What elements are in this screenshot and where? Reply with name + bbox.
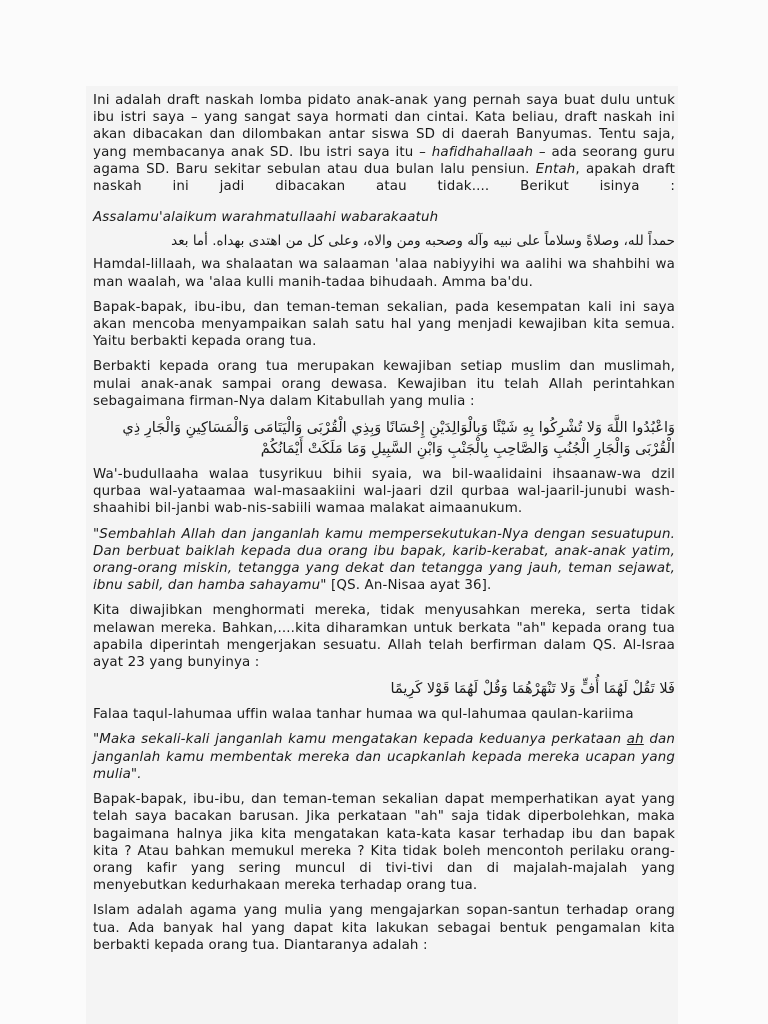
intro-text-2: – ada seorang guru agama SD. Baru sekitar sebulan atau dua bulan lalu pensiun. [93, 144, 675, 177]
para-islam: Islam adalah agama yang mulia yang mengajarkan sopan-santun terhadap orang tua. Ada banyak hal yang dapat kita lakukan sebagai bentuk pengamalan kita berbakti kepada orang tua. Diantaranya adalah : [93, 903, 675, 953]
greeting: Assalamu'alaikum warahmatullaahi wabarakaatuh [93, 210, 439, 226]
document-page [86, 86, 678, 1024]
document-content [86, 86, 675, 954]
intro-paragraph [93, 92, 675, 195]
intro-text: Ini adalah draft naskah lomba pidato anak-anak yang pernah saya buat dulu untuk ibu istri saya – yang sangat saya hormati dan cintai. Kata beliau, draft naskah ini akan dibacakan dan dilombakan antar siswa SD di daerah Banyumas. Tentu saja, yang membacanya anak SD. Ibu istri saya itu – [93, 93, 675, 160]
verse1-translation: "Sembahlah Allah dan janganlah kamu mempersekutukan-Nya dengan sesuatupun. Dan berbuat baiklah kepada dua orang ibu bapak, karib-kerabat, anak-anak yatim, orang-orang miskin, tetangga yang dekat dan tetangga yang jauh, teman sejawat, ibnu sabil, dan hamba sahayamu" [93, 526, 675, 594]
intro-entah: Entah [535, 161, 576, 177]
para-intro: Bapak-bapak, ibu-ibu, dan teman-teman sekalian, pada kesempatan kali ini saya akan mencoba menyampaikan salah satu hal yang menjadi kewajiban kita semua. Yaitu berbakti kepada orang tua. [93, 299, 675, 350]
opening-arabic: حمداً لله، وصلاةً وسلاماً على نبيه وآله وصحبه ومن والاه، وعلى كل من اهتدى بهداه. أما بعد [171, 233, 675, 250]
verse1-reference: [QS. An-Nisaa ayat 36]. [326, 578, 492, 594]
intro-text-3: , apakah draft naskah ini jadi dibacakan atau tidak.... Berikut isinya : [93, 161, 675, 195]
para-attention: Bapak-bapak, ibu-ibu, dan teman-teman sekalian dapat memperhatikan ayat yang telah saya bacakan barusan. Jika perkataan "ah" saja tidak diperbolehkan, maka bagaimana halnya jika kita mengatakan kata-kata kasar terhadap ibu dan bapak kita ? Atau bahkan memukul mereka ? Kita tidak boleh mencontoh perilaku orang-orang kafir yang sering muncul di tivi-tivi dan di majalah-majalah yang menyebutkan kedurhakaan mereka terhadap orang tua. [93, 792, 675, 894]
verse2-translation-ah: ah [626, 732, 644, 748]
verse2-translation-text-2: dan janganlah kamu membentak mereka dan ucapkanlah kepada mereka ucapan yang mulia". [93, 732, 675, 782]
verse2-translation [93, 731, 675, 783]
verse1-arabic: وَاعْبُدُوا اللَّهَ وَلا تُشْرِكُوا بِهِ شَيْئًا وَبِالْوَالِدَيْنِ إِحْسَانًا وَبِذِي الْقُرْبَى وَالْيَتَامَى وَالْمَسَاكِينِ وَالْجَارِ ذِي الْقُرْبَى وَالْجَارِ الْجُنُبِ وَالصَّاحِبِ بِالْجَنْبِ وَابْنِ السَّبِيلِ وَمَا مَلَكَتْ أَيْمَانُكُمْ [122, 420, 675, 458]
intro-hafidhah: hafidhahallaah [431, 144, 534, 160]
verse2-arabic: فَلا تَقُلْ لَهُمَا أُفٍّ وَلا تَنْهَرْهُمَا وَقُلْ لَهُمَا قَوْلا كَرِيمًا [390, 681, 675, 698]
para-respect: Kita diwajibkan menghormati mereka, tidak menyusahkan mereka, serta tidak melawan mereka. Bahkan,....kita diharamkan untuk berkata "ah" kepada orang tua apabila diperintah mengerjakan sesuatu. Allah telah berfirman dalam QS. Al-Israa ayat 23 yang bunyinya : [93, 603, 675, 671]
verse2-translit: Falaa taqul-lahumaa uffin walaa tanhar humaa wa qul-lahumaa qaulan-kariima [93, 707, 634, 723]
opening-translit: Hamdal-lillaah, wa shalaatan wa salaaman 'alaa nabiyyihi wa aalihi wa shahbihi wa man waalah, wa 'alaa kulli manih-tadaa bihudaah. Amma ba'du. [93, 257, 675, 290]
verse1-translit: Wa'-budullaaha walaa tusyrikuu bihii syaia, wa bil-waalidaini ihsaanaw-wa dzil qurbaa wal-yataamaa wal-masaakiini wal-jaari dzil qurbaa wal-jaaril-junubi wash-shaahibi bil-janbi wab-nis-sabiili wamaa malakat aimaanukum. [93, 467, 675, 517]
verse2-translation-text: "Maka sekali-kali janganlah kamu mengatakan kepada keduanya perkataan [93, 732, 627, 748]
para-obligation: Berbakti kepada orang tua merupakan kewajiban setiap muslim dan muslimah, mulai anak-anak sampai orang dewasa. Kewajiban itu telah Allah perintahkan sebagaimana firman-Nya dalam Kitabullah yang mulia : [93, 359, 675, 409]
verse1-translation-paragraph [93, 526, 675, 595]
